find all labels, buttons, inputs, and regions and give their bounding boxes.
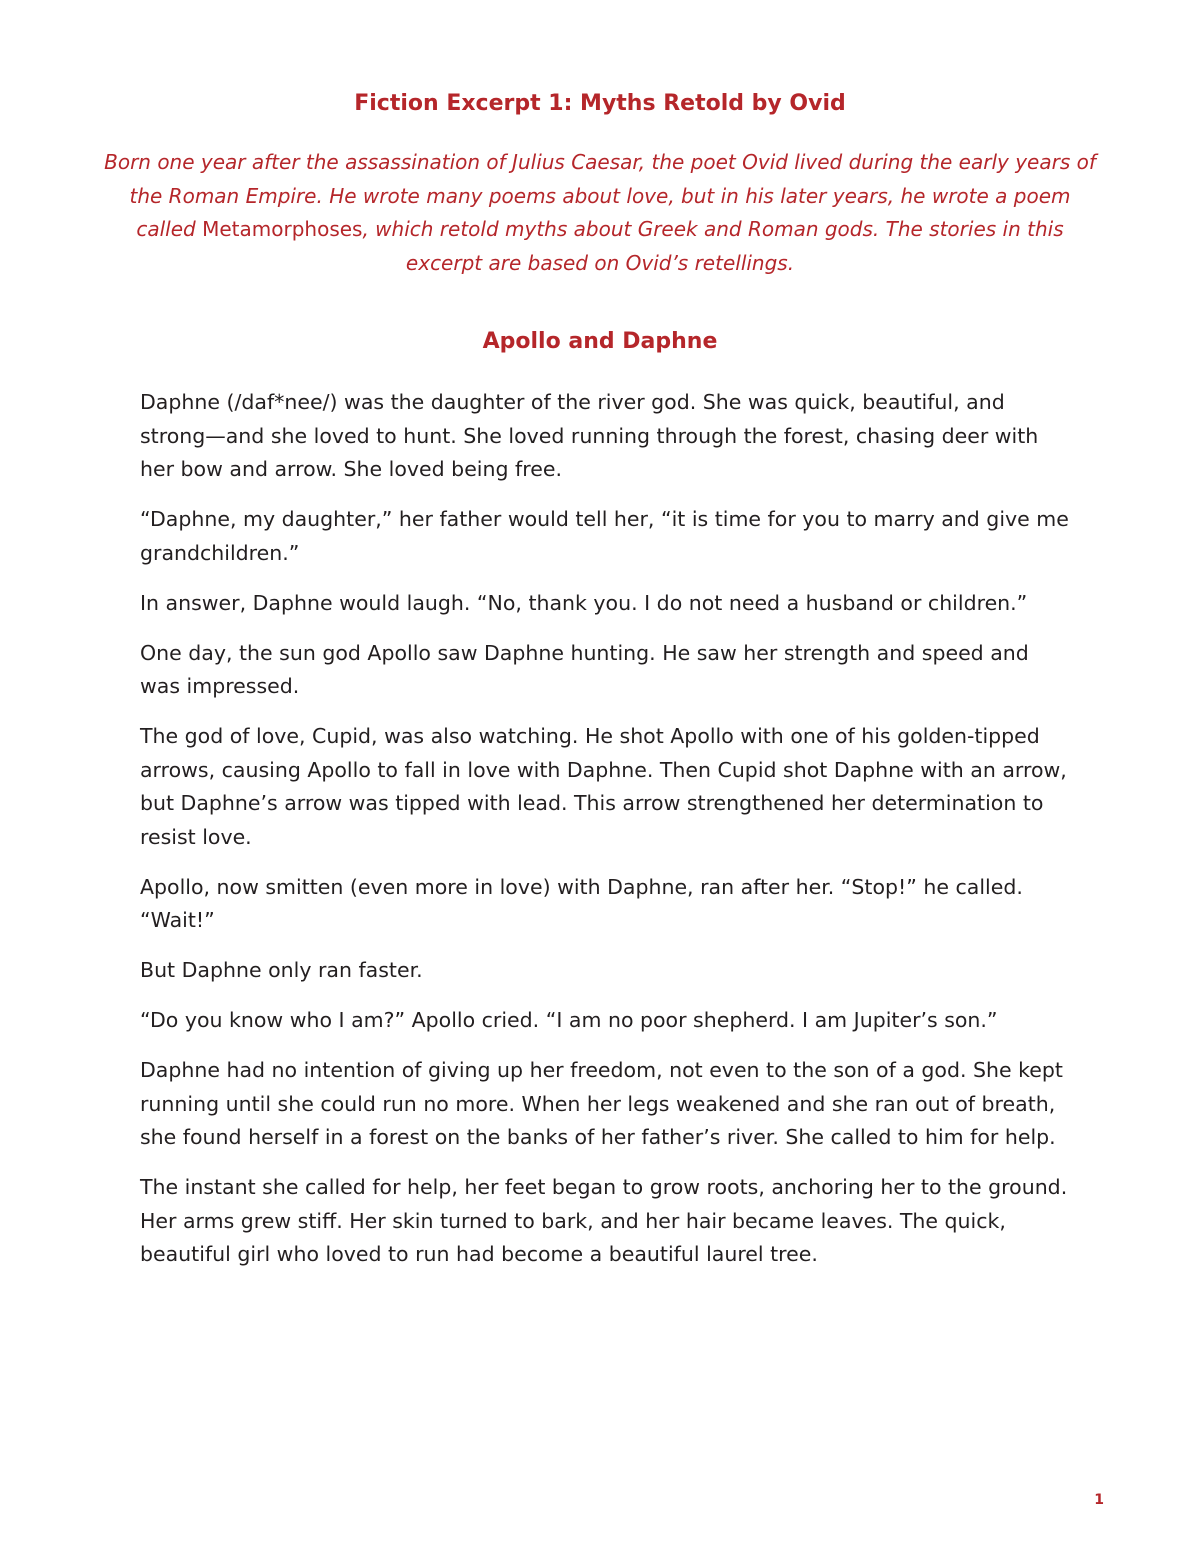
story-title: Apollo and Daphne — [482, 329, 718, 354]
intro-work-title: Metamorphoses — [202, 217, 363, 241]
story-paragraph: One day, the sun god Apollo saw Daphne hunting. He saw her strength and speed and was impressed. — [140, 640, 1029, 698]
page-number: 1 — [1094, 1492, 1104, 1508]
intro-paragraph — [100, 146, 1100, 280]
document-title: Fiction Excerpt 1: Myths Retold by Ovid — [354, 91, 846, 116]
story-paragraph: “Daphne, my daughter,” her father would tell her, “it is time for you to marry and give me grandchildren.” — [140, 507, 1069, 565]
intro-text-part2: , which retold myths about Greek and Roman gods. The stories in this excerpt are based on Ovid’s retellings. — [362, 217, 1064, 275]
story-paragraph: The instant she called for help, her feet began to grow roots, anchoring her to the ground. Her arms grew stiff. Her skin turned to bark, and her hair became leaves. The quick, beautiful girl who loved to run had become a beautiful laurel tree. — [140, 1175, 1068, 1266]
story-paragraph: Apollo, now smitten (even more in love) with Daphne, ran after her. “Stop!” he called. “Wait!” — [140, 874, 1023, 932]
story-paragraph: The god of love, Cupid, was also watching. He shot Apollo with one of his golden-tipped arrows, causing Apollo to fall in love with Daphne. Then Cupid shot Daphne with an arrow, but Daphne’s arrow was tipped with lead. This arrow strengthened her determination to resist love. — [140, 724, 1067, 849]
story-paragraph: “Do you know who I am?” Apollo cried. “I am no poor shepherd. I am Jupiter’s son.” — [140, 1008, 998, 1032]
intro-text-part1: Born one year after the assassination of Julius Caesar, the poet Ovid lived during the early years of the Roman Empire. He wrote many poems about love, but in his later years, he wrote a poem called — [104, 150, 1096, 241]
story-paragraph: In answer, Daphne would laugh. “No, thank you. I do not need a husband or children.” — [140, 590, 1028, 615]
story-body — [140, 386, 1075, 1288]
story-paragraph: Daphne had no intention of giving up her freedom, not even to the son of a god. She kept running until she could run no more. When her legs weakened and she ran out of breath, she found herself in a forest on the banks of her father’s river. She called to him for help. — [140, 1058, 1063, 1149]
story-paragraph: Daphne (/daf*nee/) was the daughter of the river god. She was quick, beautiful, and strong—and she loved to hunt. She loved running through the forest, chasing deer with her bow and arrow. She loved being free. — [140, 390, 1039, 481]
story-paragraph: But Daphne only ran faster. — [140, 958, 423, 982]
